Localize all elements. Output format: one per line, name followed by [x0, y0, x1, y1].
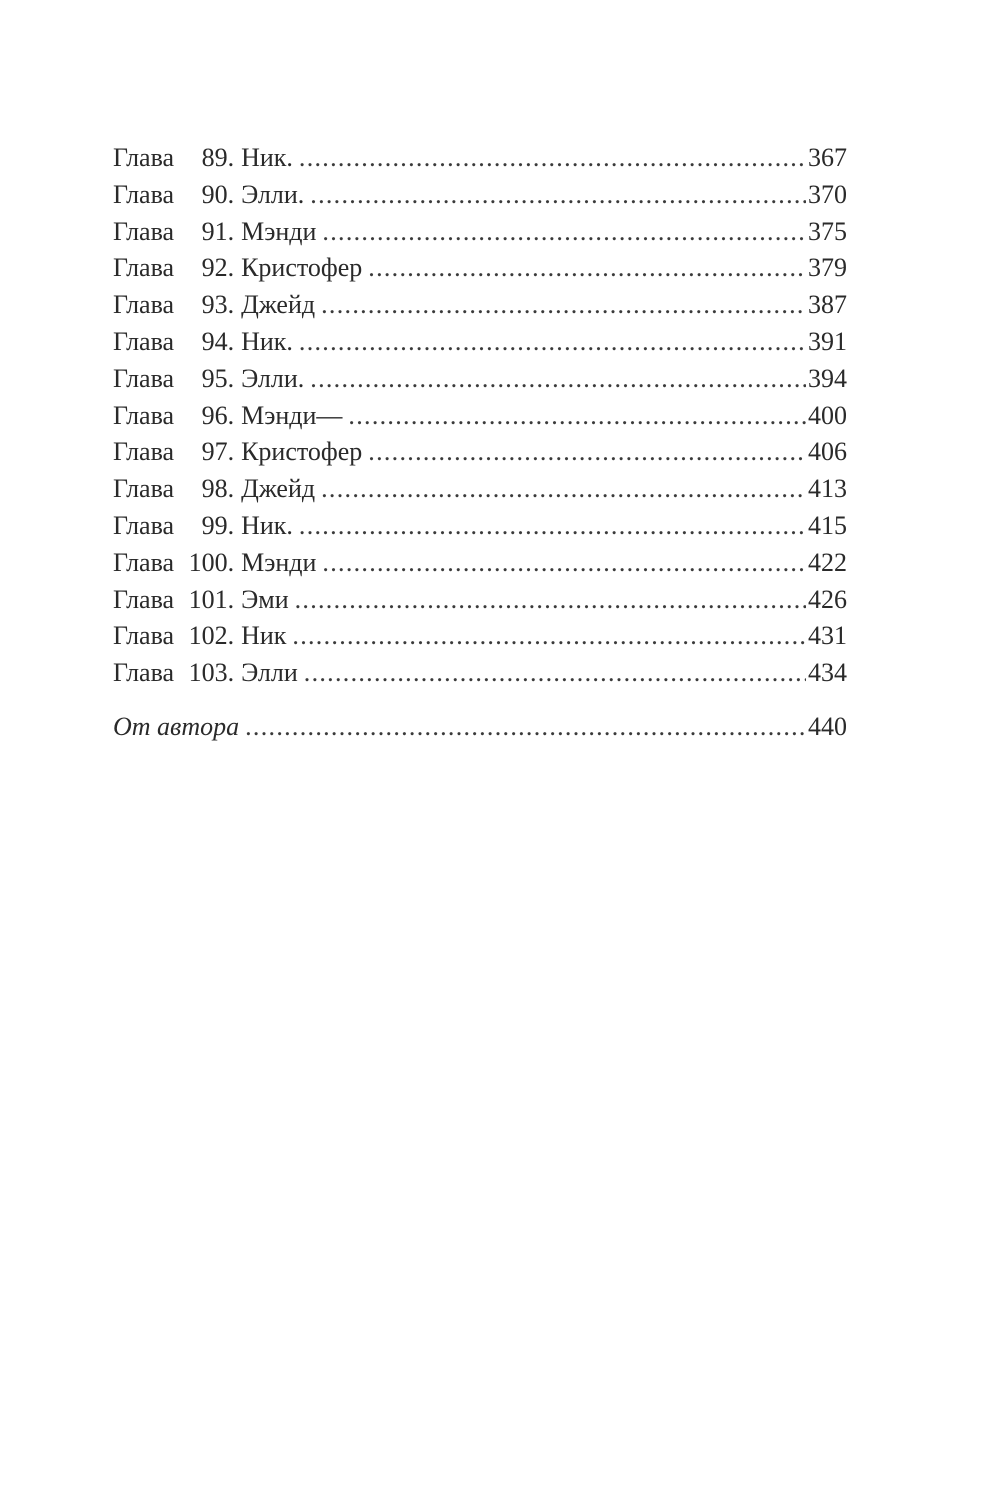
dot-leader — [368, 434, 806, 471]
dot-leader — [368, 250, 806, 287]
page-number: 370 — [808, 179, 847, 209]
chapter-title: Кристофер — [241, 437, 363, 467]
page-number: 413 — [808, 474, 847, 504]
chapter-word: Глава — [113, 547, 175, 577]
chapter-word: Глава — [113, 253, 175, 283]
chapter-title: Эми — [241, 584, 289, 614]
toc-entry[interactable] — [113, 250, 847, 287]
chapter-number: 89. — [201, 143, 235, 172]
chapter-number: 100. — [188, 547, 235, 577]
chapter-title: Элли. — [241, 363, 305, 393]
afterword-title: От автора — [113, 711, 240, 741]
toc-entry[interactable] — [113, 582, 847, 619]
dot-leader — [299, 508, 806, 545]
page-number: 391 — [808, 326, 847, 356]
dot-leader — [292, 618, 806, 655]
chapter-title: Джейд — [241, 474, 316, 504]
dot-leader — [310, 177, 806, 214]
dot-leader — [348, 398, 806, 435]
chapter-word: Глава — [113, 326, 175, 356]
toc-entry[interactable] — [113, 177, 847, 214]
chapter-word: Глава — [113, 474, 175, 504]
page-number: 440 — [808, 711, 847, 741]
chapter-number: 99. — [201, 510, 235, 540]
chapter-word: Глава — [113, 400, 175, 430]
dot-leader — [321, 471, 806, 508]
chapter-word: Глава — [113, 510, 175, 540]
dot-leader — [299, 140, 806, 177]
chapter-title: Кристофер — [241, 253, 363, 283]
dot-leader — [299, 324, 806, 361]
chapter-title: Ник. — [241, 326, 293, 356]
chapter-title: Элли. — [241, 179, 305, 209]
chapter-title: Ник. — [241, 510, 293, 540]
chapter-word: Глава — [113, 179, 175, 209]
chapter-word: Глава — [113, 143, 175, 172]
chapter-title: Ник. — [241, 143, 293, 172]
toc-entry[interactable] — [113, 655, 847, 692]
toc-entry[interactable] — [113, 398, 847, 435]
page-number: 415 — [808, 510, 847, 540]
toc-entry-afterword[interactable] — [113, 709, 847, 746]
toc-entry[interactable] — [113, 324, 847, 361]
page-number: 367 — [808, 143, 847, 172]
chapter-title: Мэнди — [241, 216, 317, 246]
chapter-title: Мэнди — [241, 547, 317, 577]
chapter-title: Ник — [241, 621, 287, 651]
toc-entry[interactable] — [113, 545, 847, 582]
page-number: 431 — [808, 621, 847, 651]
chapter-word: Глава — [113, 363, 175, 393]
chapter-number: 103. — [188, 658, 235, 688]
chapter-number: 95. — [201, 363, 235, 393]
chapter-number: 96. — [201, 400, 235, 430]
dot-leader — [322, 545, 806, 582]
toc-entry[interactable] — [113, 471, 847, 508]
chapter-word: Глава — [113, 437, 175, 467]
toc-entry[interactable] — [113, 618, 847, 655]
chapter-word: Глава — [113, 216, 175, 246]
toc-entry[interactable] — [113, 361, 847, 398]
dot-leader — [304, 655, 806, 692]
chapter-word: Глава — [113, 290, 175, 320]
chapter-number: 94. — [201, 326, 235, 356]
toc-entry[interactable] — [113, 287, 847, 324]
chapter-number: 93. — [201, 290, 235, 320]
chapter-number: 91. — [201, 216, 235, 246]
chapter-number: 98. — [201, 474, 235, 504]
page-number: 387 — [808, 290, 847, 320]
chapter-word: Глава — [113, 584, 175, 614]
page-number: 426 — [808, 584, 847, 614]
chapter-title: Элли — [241, 658, 298, 688]
page-number: 379 — [808, 253, 847, 283]
dot-leader — [310, 361, 806, 398]
page-number: 375 — [808, 216, 847, 246]
dot-leader — [322, 214, 806, 251]
dot-leader — [321, 287, 806, 324]
chapter-number: 97. — [201, 437, 235, 467]
toc-entry[interactable] — [113, 434, 847, 471]
chapter-number: 102. — [188, 621, 235, 651]
toc-entry[interactable] — [113, 140, 847, 177]
chapter-number: 92. — [201, 253, 235, 283]
chapter-title: Джейд — [241, 290, 316, 320]
chapter-title: Мэнди— — [241, 400, 343, 430]
chapter-number: 90. — [201, 179, 235, 209]
toc-entry[interactable] — [113, 214, 847, 251]
page-number: 400 — [808, 400, 847, 430]
dot-leader — [295, 582, 806, 619]
page-number: 434 — [808, 658, 847, 688]
table-of-contents — [113, 140, 847, 746]
chapter-word: Глава — [113, 658, 175, 688]
chapter-number: 101. — [188, 584, 235, 614]
toc-entry[interactable] — [113, 508, 847, 545]
page-number: 406 — [808, 437, 847, 467]
page-number: 394 — [808, 363, 847, 393]
dot-leader — [245, 709, 806, 746]
chapter-word: Глава — [113, 621, 175, 651]
page-number: 422 — [808, 547, 847, 577]
